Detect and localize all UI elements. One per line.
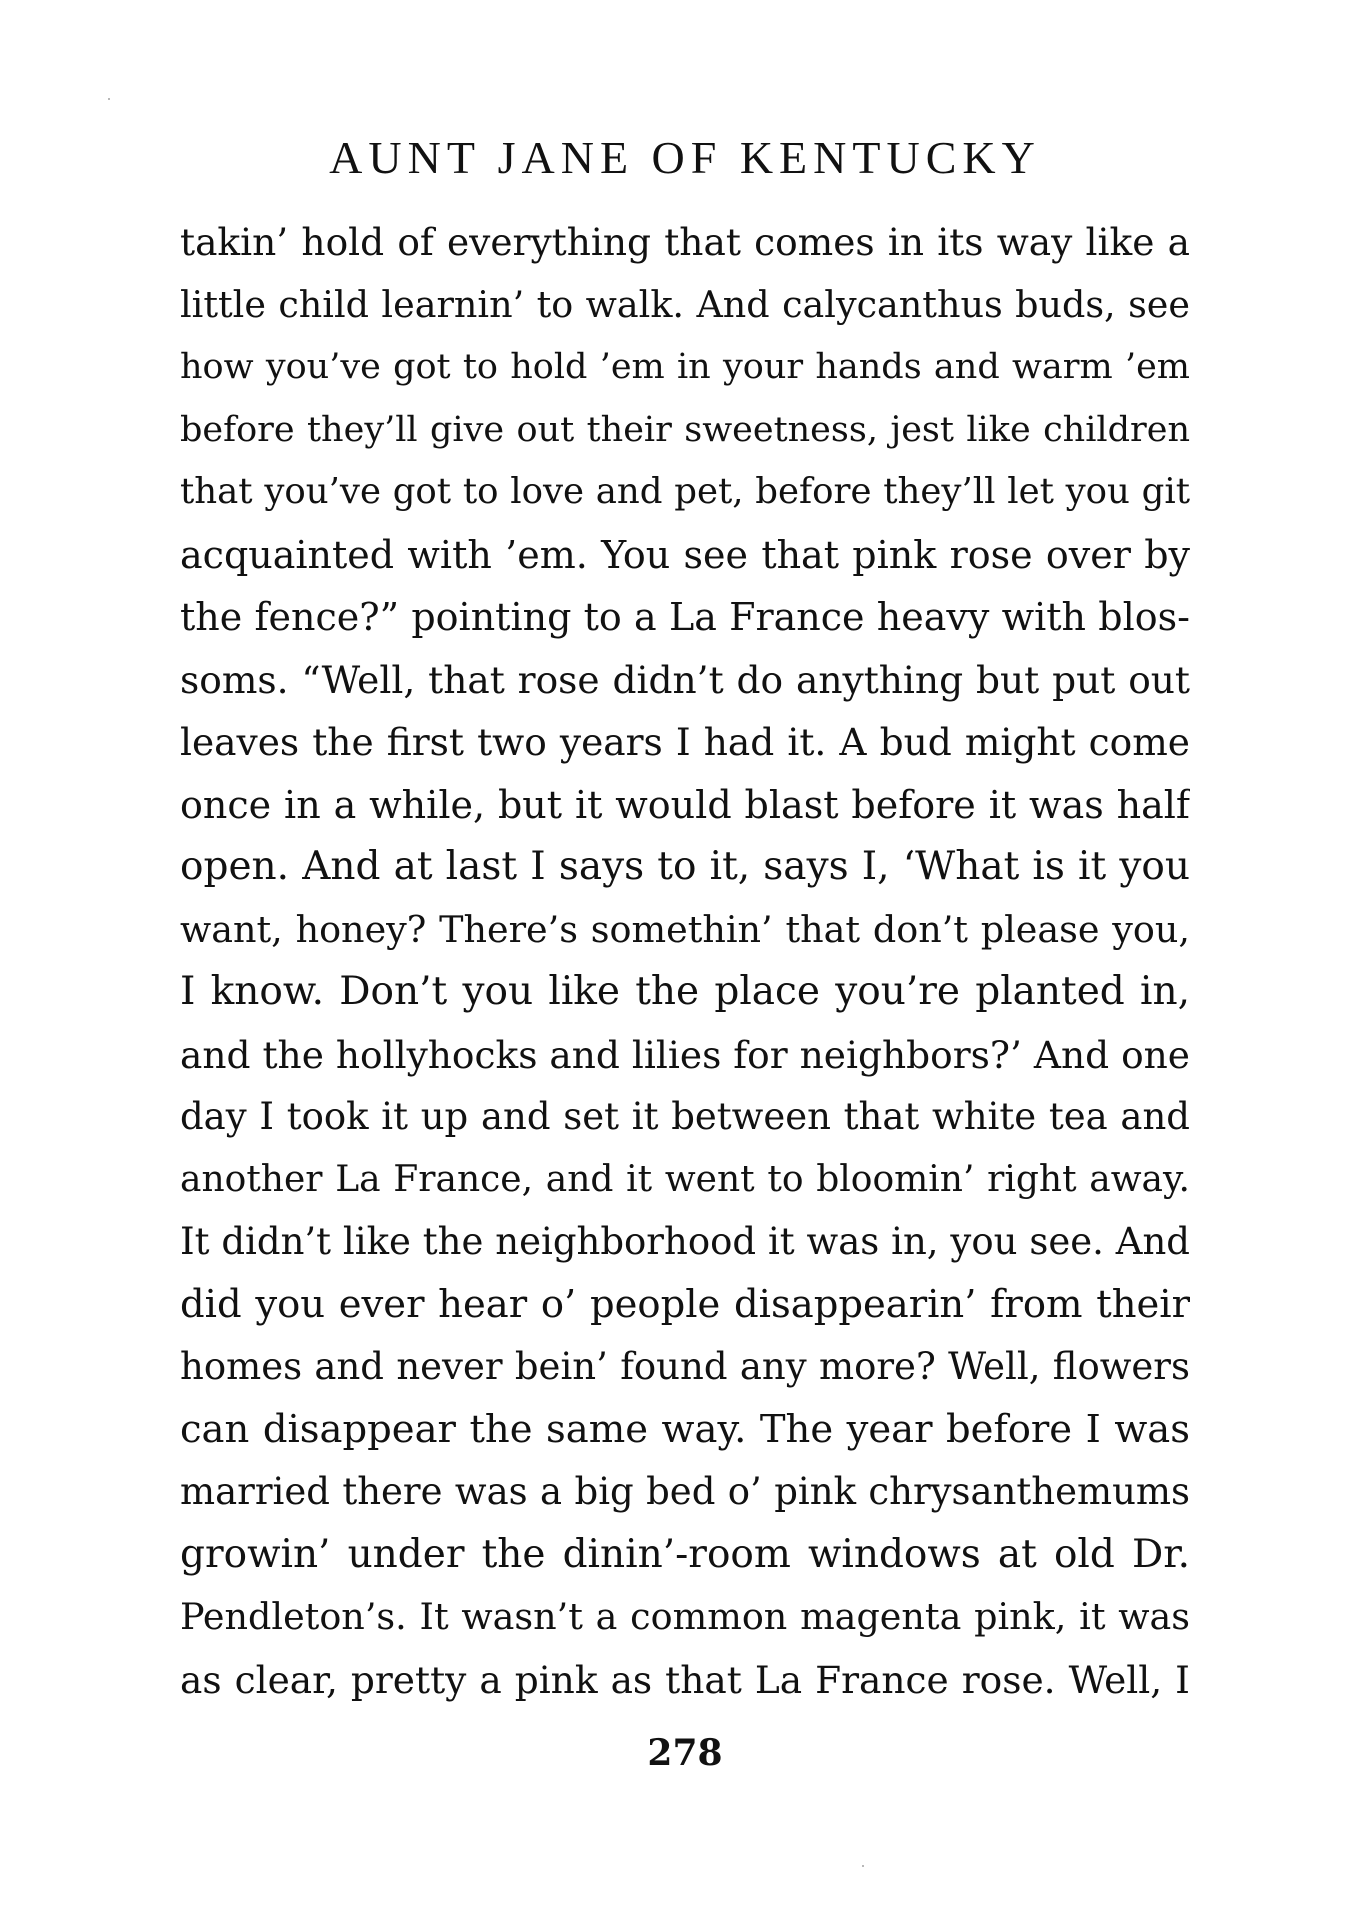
text-line: did you ever hear o’ people disappearin’ from their xyxy=(180,1281,1190,1327)
paper-speck xyxy=(862,1865,864,1867)
text-line: and the hollyhocks and lilies for neighbors?’ And one xyxy=(180,1032,1190,1077)
text-line: Pendleton’s. It wasn’t a common magenta pink, it was xyxy=(180,1595,1190,1638)
paper-speck xyxy=(108,98,110,100)
text-line: before they’ll give out their sweetness, jest like children xyxy=(180,409,1190,450)
text-line: the fence?” pointing to a La France heavy with blos- xyxy=(180,595,1190,639)
text-line: growin’ under the dinin’-room windows at old Dr. xyxy=(180,1531,1190,1577)
text-line: how you’ve got to hold ’em in your hands and warm ’em xyxy=(180,347,1190,387)
text-line: takin’ hold of everything that comes in its way like a xyxy=(180,220,1190,264)
text-line: that you’ve got to love and pet, before they’ll let you git xyxy=(180,471,1190,512)
text-line: another La France, and it went to bloomin’ right away. xyxy=(180,1158,1190,1200)
text-line: open. And at last I says to it, says I, ‘What is it you xyxy=(180,844,1190,889)
text-line: I know. Don’t you like the place you’re planted in, xyxy=(180,969,1190,1014)
text-line: homes and never bein’ found any more? Well, flowers xyxy=(180,1345,1190,1388)
page-number: 278 xyxy=(647,1732,723,1774)
text-line: soms. “Well, that rose didn’t do anything but put out xyxy=(180,657,1190,702)
text-line: little child learnin’ to walk. And calycanthus buds, see xyxy=(180,282,1190,326)
body-text xyxy=(180,211,1190,1711)
text-line: can disappear the same way. The year before I was xyxy=(180,1406,1190,1452)
text-line: once in a while, but it would blast before it was half xyxy=(180,782,1190,827)
text-line: It didn’t like the neighborhood it was in, you see. And xyxy=(180,1220,1190,1263)
text-line: leaves the first two years I had it. A bud might come xyxy=(180,720,1190,764)
text-line: acquainted with ’em. You see that pink rose over by xyxy=(180,532,1190,577)
text-line: married there was a big bed o’ pink chrysanthemums xyxy=(180,1470,1190,1513)
text-line: want, honey? There’s somethin’ that don’t please you, xyxy=(180,907,1190,951)
text-line: as clear, pretty a pink as that La France rose. Well, I xyxy=(180,1657,1190,1702)
running-head: AUNT JANE OF KENTUCKY xyxy=(329,132,1041,183)
text-line: day I took it up and set it between that white tea and xyxy=(180,1095,1190,1138)
